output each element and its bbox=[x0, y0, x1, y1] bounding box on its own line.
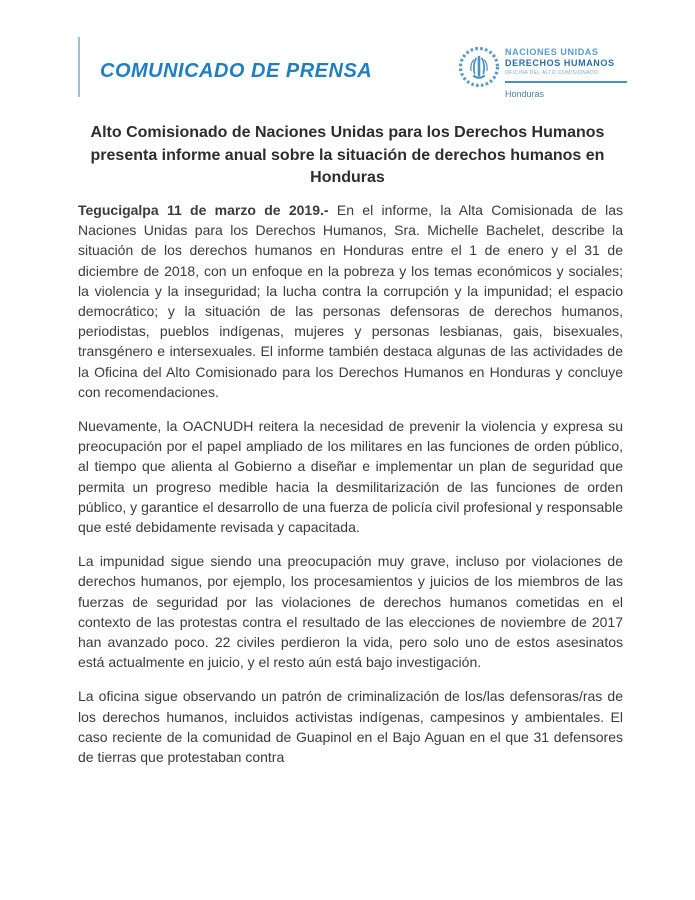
logo-divider bbox=[505, 81, 627, 83]
paragraph-2 bbox=[78, 416, 623, 537]
page-title: Alto Comisionado de Naciones Unidas para los Derechos Humanos presenta informe anual sobre la situación de derechos humanos en Honduras bbox=[90, 124, 605, 186]
paragraph-1-text: En el informe, la Alta Comisionada de las Naciones Unidas para los Derechos Humanos, Sra. Michelle Bachelet, describe la situación de los derechos humanos en Honduras entre el 1 de enero y el 31 de diciembre de 2018, con un enfoque en la pobreza y los temas económicos y sociales; la violencia y la inseguridad; la lucha contra la corrupción y la impunidad; el espacio democrático; y la situación de las personas defensoras de derechos humanos, periodistas, pueblos indígenas, mujeres y personas lesbianas, gais, bisexuales, transgénero e intersexuales. El informe también destaca algunas de las actividades de la Oficina del Alto Comisionado para los Derechos Humanos en Honduras y concluye con recomendaciones. bbox=[78, 202, 623, 400]
paragraph-1 bbox=[78, 200, 623, 402]
paragraph-4-text: La oficina sigue observando un patrón de criminalización de los/las defensoras/ras de los derechos humanos, incluidos activistas indígenas, campesinos y ambientales. El caso reciente de la comunidad de Guapinol en el Bajo Aguan en el que 31 defensores de tierras que protestaban contra bbox=[78, 688, 623, 766]
paragraph-4 bbox=[78, 686, 623, 767]
logo-org-line2: DERECHOS HUMANOS bbox=[505, 58, 615, 68]
press-release-label: COMUNICADO DE PRENSA bbox=[100, 60, 373, 82]
body-copy bbox=[78, 200, 623, 781]
logo-wordmark bbox=[505, 47, 628, 99]
paragraph-2-text: Nuevamente, la OACNUDH reitera la necesidad de prevenir la violencia y expresa su preocupación por el papel ampliado de los militares en las funciones de orden público, al tiempo que alienta al Gobierno a diseñar e implementar un plan de seguridad que permita un progreso medible hacia la desmilitarización de las funciones de orden público, y garantice el desarrollo de una fuerza de policía civil profesional y responsable que esté debidamente revisada y capacitada. bbox=[78, 418, 623, 536]
logo-org-line1: NACIONES UNIDAS bbox=[505, 47, 599, 57]
paragraph-3-text: La impunidad sigue siendo una preocupación muy grave, incluso por violaciones de derechos humanos, por ejemplo, los procesamientos y juicios de los miembros de las fuerzas de seguridad por las violaciones de derechos humanos cometidas en el contexto de las protestas contra el resultado de las elecciones de noviembre de 2017 han avanzado poco. 22 civiles perdieron la vida, pero solo uno de estos asesinatos está actualmente en juicio, y el resto aún está bajo investigación. bbox=[78, 553, 623, 671]
paragraph-3 bbox=[78, 551, 623, 672]
masthead bbox=[0, 0, 695, 110]
masthead-vertical-rule bbox=[78, 37, 80, 97]
dateline: Tegucigalpa 11 de marzo de 2019.- bbox=[78, 202, 329, 218]
ohchr-emblem-icon bbox=[458, 46, 500, 88]
logo-country-label: Honduras bbox=[505, 89, 545, 99]
logo-org-line3: OFICINA DEL ALTO COMISIONADO bbox=[505, 70, 599, 76]
